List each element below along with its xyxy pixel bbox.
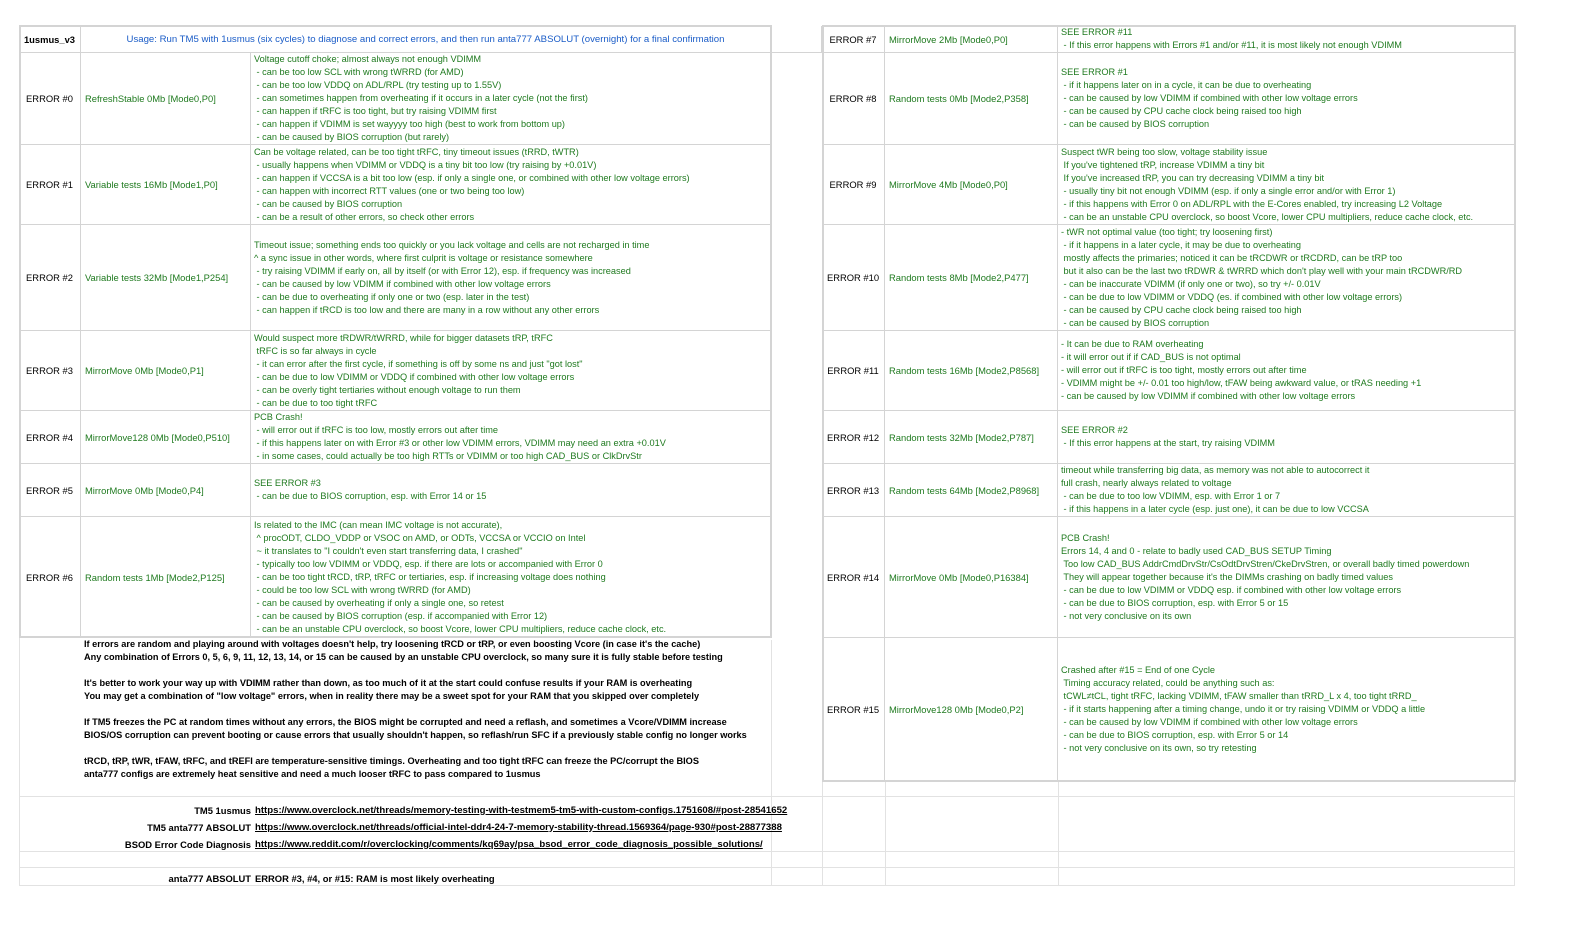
test-name: MirrorMove 0Mb [Mode0,P4] (81, 464, 251, 517)
note-line: Timing accuracy related, could be anything such as: (1061, 677, 1275, 688)
error-code-label: ERROR #8 (822, 53, 885, 145)
reference-link[interactable]: https://www.overclock.net/threads/official-intel-ddr4-24-7-memory-stability-thread.1569364/page-930#post-28877388 (255, 821, 782, 833)
note-line: Suspect tWR being too slow, voltage stability issue (1061, 146, 1268, 157)
note-line: - if it starts happening after a timing change, undo it or try raising VDIMM or VDDQ a little (1061, 703, 1426, 714)
note-line: - not very conclusive on its own, so try retesting (1061, 742, 1257, 753)
error-code-label: ERROR #7 (822, 26, 885, 53)
link-label: TM5 1usmus (194, 804, 251, 816)
note-line: tRFC is so far always in cycle (254, 345, 377, 356)
note-line: - can be caused by BIOS corruption (1061, 119, 1210, 129)
note-line: - can happen if VDIMM is set wayyyy too high (best to work from bottom up) (254, 119, 565, 129)
note-line: - can sometimes happen from overheating if it occurs in a later cycle (not the first) (254, 93, 588, 103)
error-notes (1058, 225, 1515, 331)
note-line: - can be caused by BIOS corruption (but rarely) (254, 132, 450, 142)
footer-label: anta777 ABSOLUT (168, 872, 251, 884)
note-line: - will error out if tRFC is too tight, mostly errors out after time (1061, 365, 1307, 375)
error-code-label: ERROR #11 (822, 331, 885, 411)
note-line: - can be due to BIOS corruption, esp. with Error 14 or 15 (254, 491, 487, 501)
reference-link[interactable]: https://www.reddit.com/r/overclocking/comments/kq69ay/psa_bsod_error_code_diagnosis_possible_solutions/ (255, 838, 763, 850)
test-name: MirrorMove128 0Mb [Mode0,P2] (885, 638, 1058, 781)
test-name: MirrorMove 0Mb [Mode0,P16384] (885, 517, 1058, 638)
error-code-label: ERROR #3 (19, 331, 81, 411)
link-label: BSOD Error Code Diagnosis (124, 838, 251, 850)
note-line: - can be a result of other errors, so check other errors (254, 211, 475, 222)
test-name: Random tests 32Mb [Mode2,P787] (885, 411, 1058, 464)
note-line: - in some cases, could actually be too high RTTs or VDIMM or too high CAD_BUS or ClkDrvStr (254, 451, 642, 461)
empty-cell (771, 26, 822, 53)
note-line: - can be due to too tight tRFC (254, 397, 378, 408)
note-line: - can be due to BIOS corruption, esp. with Error 5 or 14 (1061, 729, 1289, 740)
error-code-label: ERROR #4 (19, 411, 81, 464)
error-notes (251, 53, 772, 145)
test-name: MirrorMove128 0Mb [Mode0,P510] (81, 411, 251, 464)
note-line: full crash, nearly always related to voltage (1061, 478, 1232, 488)
note-line: timeout while transferring big data, as memory was not able to autocorrect it (1061, 465, 1370, 475)
general-note-line: anta777 configs are extremely heat sensitive and need a much looser tRFC to pass compared to 1usmus (84, 769, 541, 779)
note-line: - can be caused by low VDIMM if combined with other low voltage errors (1061, 391, 1356, 401)
link-label: TM5 anta777 ABSOLUT (147, 821, 251, 833)
note-line: ~ it translates to "I couldn't even start transferring data, I crashed" (254, 545, 523, 556)
note-line: - can be caused by BIOS corruption (esp. if accompanied with Error 12) (254, 610, 548, 621)
note-line: - if this happens with Error 0 on ADL/RPL with the E-Cores enabled, try increasing L2 Voltage (1061, 198, 1443, 209)
error-notes (1058, 145, 1515, 225)
note-line: Crashed after #15 = End of one Cycle (1061, 664, 1215, 675)
note-line: - can happen if VCCSA is a bit too low (esp. if only a single one, or combined with other low voltage errors) (254, 172, 690, 183)
usage-text: Usage: Run TM5 with 1usmus (six cycles) to diagnose and correct errors, and then run anta777 ABSOLUT (overnight) for a final confirmation (81, 26, 771, 53)
note-line: Timeout issue; something ends too quickly or you lack voltage and cells are not recharged in time (254, 239, 650, 250)
reference-link[interactable]: https://www.overclock.net/threads/memory-testing-with-testmem5-tm5-with-custom-configs.1751608/#post-28541652 (255, 804, 788, 816)
note-line: - can be due to too low VDIMM, esp. with Error 1 or 7 (1061, 491, 1281, 501)
note-line: - can be too low SCL with wrong tWRRD (for AMD) (254, 67, 464, 77)
note-line: - can be an unstable CPU overclock, so boost Vcore, lower CPU multipliers, reduce cache clock, etc. (1061, 211, 1474, 222)
note-line: - can be inaccurate VDIMM (if only one or two), so try +/- 0.01V (1061, 278, 1321, 289)
note-line: - if this happens later on with Error #3 or other low VDIMM errors, VDIMM may need an extra +0.01V (254, 438, 666, 448)
error-notes (1058, 53, 1515, 145)
note-line: - can be too low VDDQ on ADL/RPL (try testing up to 1.55V) (254, 80, 502, 90)
test-name: Random tests 8Mb [Mode2,P477] (885, 225, 1058, 331)
note-line: - can be overly tight tertiaries without enough voltage to run them (254, 384, 521, 395)
note-line: PCB Crash! (254, 412, 303, 422)
test-name: Random tests 64Mb [Mode2,P8968] (885, 464, 1058, 517)
error-code-label: ERROR #5 (19, 464, 81, 517)
error-notes (1058, 26, 1515, 53)
note-line: - It can be due to RAM overheating (1061, 339, 1204, 349)
note-line: - can be caused by overheating if only a single one, so retest (254, 597, 504, 608)
note-line: - can be caused by BIOS corruption (1061, 317, 1210, 328)
error-code-label: ERROR #10 (822, 225, 885, 331)
error-code-label: ERROR #9 (822, 145, 885, 225)
note-line: If you've tightened tRP, increase VDIMM a tiny bit (1061, 159, 1265, 170)
note-line: - can be caused by BIOS corruption (254, 198, 403, 209)
note-line: - VDIMM might be +/- 0.01 too high/low, tFAW being awkward value, or tRAS needing +1 (1061, 378, 1422, 388)
note-line: - it can error after the first cycle, if something is off by some ns and just "got lost" (254, 358, 583, 369)
note-line: - can happen if tRCD is too low and there are many in a row without any other errors (254, 304, 600, 315)
note-line: - if this happens in a later cycle (esp. just one), it can be due to low VCCSA (1061, 504, 1369, 514)
note-line: but it also can be the last two tRDWR & tWRRD which don't play well with your main tRCDWR/RD (1061, 265, 1463, 276)
note-line: Too low CAD_BUS AddrCmdDrvStr/CsOdtDrvStren/CkeDrvStren, or overall badly timed powerdown (1061, 558, 1470, 569)
error-notes (251, 517, 772, 638)
general-note-line: You may get a combination of "low voltage" errors, when in reality there may be a sweet spot for your RAM that you skipped over completely (84, 691, 700, 701)
note-line: tCWL≠tCL, tight tRFC, lacking VDIMM, tFAW smaller than tRRD_L x 4, too tight tRRD_ (1061, 690, 1417, 701)
note-line: - can be caused by CPU cache clock being raised too high (1061, 304, 1302, 315)
note-line: PCB Crash! (1061, 532, 1110, 543)
test-name: MirrorMove 4Mb [Mode0,P0] (885, 145, 1058, 225)
error-code-label: ERROR #1 (19, 145, 81, 225)
note-line: - If this error happens with Errors #1 and/or #11, it is most likely not enough VDIMM (1061, 40, 1402, 50)
test-name: RefreshStable 0Mb [Mode0,P0] (81, 53, 251, 145)
note-line: - can be due to BIOS corruption, esp. with Error 5 or 15 (1061, 597, 1289, 608)
note-line: - can be due to low VDIMM or VDDQ esp. if combined with other low voltage errors (1061, 584, 1402, 595)
error-code-label: ERROR #0 (19, 53, 81, 145)
error-notes (251, 225, 772, 331)
error-code-label: ERROR #15 (822, 638, 885, 781)
note-line: If you've increased tRP, you can try decreasing VDIMM a tiny bit (1061, 172, 1325, 183)
note-line: SEE ERROR #2 (1061, 425, 1128, 435)
note-line: Would suspect more tRDWR/tWRRD, while for bigger datasets tRP, tRFC (254, 332, 553, 343)
note-line: - can be due to overheating if only one or two (esp. later in the test) (254, 291, 530, 302)
footer-text: ERROR #3, #4, or #15: RAM is most likely overheating (255, 872, 495, 884)
note-line: ^ a sync issue in other words, where first culprit is voltage or resistance somewhere (254, 252, 593, 263)
note-line: mostly affects the primaries; noticed it can be tRCDWR or tRCDRD, can be tRP too (1061, 252, 1403, 263)
note-line: - can be caused by low VDIMM if combined with other low voltage errors (1061, 93, 1358, 103)
general-note-line (84, 742, 774, 755)
test-name: Variable tests 16Mb [Mode1,P0] (81, 145, 251, 225)
error-code-label: ERROR #6 (19, 517, 81, 638)
note-line: Voltage cutoff choke; almost always not enough VDIMM (254, 54, 482, 64)
error-notes (1058, 411, 1515, 464)
note-line: - If this error happens at the start, try raising VDIMM (1061, 438, 1275, 448)
error-notes (251, 411, 772, 464)
general-note-line: If errors are random and playing around with voltages doesn't help, try loosening tRCD or tRP, or even boosting Vcore (in case it's the cache) (84, 639, 701, 649)
note-line: - can happen if tRFC is too tight, but try raising VDIMM first (254, 106, 497, 116)
error-code-label: ERROR #13 (822, 464, 885, 517)
test-name: MirrorMove 2Mb [Mode0,P0] (885, 26, 1058, 53)
note-line: - it will error out if if CAD_BUS is not optimal (1061, 352, 1241, 362)
note-line: - can be an unstable CPU overclock, so boost Vcore, lower CPU multipliers, reduce cache clock, etc. (254, 623, 667, 634)
error-notes (1058, 517, 1515, 638)
note-line: ^ procODT, CLDO_VDDP or VSOC on AMD, or ODTs, VCCSA or VCCIO on Intel (254, 532, 586, 543)
note-line: - if it happens in a later cycle, it may be due to overheating (1061, 239, 1302, 250)
general-note-line (84, 703, 774, 716)
note-line: - can happen with incorrect RTT values (one or two being too low) (254, 185, 525, 196)
general-note-line: tRCD, tRP, tWR, tFAW, tRFC, and tREFI are temperature-sensitive timings. Overheating and too tight tRFC can freeze the PC/corrupt the BIOS (84, 756, 699, 766)
note-line: SEE ERROR #11 (1061, 27, 1133, 37)
error-notes (251, 464, 772, 517)
note-line: - can be due to low VDIMM or VDDQ if combined with other low voltage errors (254, 371, 575, 382)
note-line: They will appear together because it's the DIMMs crashing on badly timed values (1061, 571, 1393, 582)
note-line: - can be caused by low VDIMM if combined with other low voltage errors (1061, 716, 1358, 727)
note-line: - usually happens when VDIMM or VDDQ is a tiny bit too low (try raising by +0.01V) (254, 159, 597, 170)
general-note-line: Any combination of Errors 0, 5, 6, 9, 11, 12, 13, 14, or 15 can be caused by an unstable CPU overclock, so many sure it is fully stable before testing (84, 652, 723, 662)
note-line: - typically too low VDIMM or VDDQ, esp. if there are lots or accompanied with Error 0 (254, 558, 603, 569)
note-line: - will error out if tRFC is too low, mostly errors out after time (254, 425, 499, 435)
sheet-title: 1usmus_v3 (19, 26, 81, 53)
error-notes (251, 145, 772, 225)
note-line: - can be due to low VDIMM or VDDQ (es. if combined with other low voltage errors) (1061, 291, 1403, 302)
test-name: Variable tests 32Mb [Mode1,P254] (81, 225, 251, 331)
note-line: - tWR not optimal value (too tight; try loosening first) (1061, 226, 1273, 237)
test-name: MirrorMove 0Mb [Mode0,P1] (81, 331, 251, 411)
general-note-line (84, 664, 774, 677)
note-line: SEE ERROR #3 (254, 478, 321, 488)
note-line: - can be too tight tRCD, tRP, tRFC or tertiaries, esp. if increasing voltage does nothing (254, 571, 606, 582)
error-notes (1058, 464, 1515, 517)
note-line: - not very conclusive on its own (1061, 610, 1192, 621)
note-line: Is related to the IMC (can mean IMC voltage is not accurate), (254, 519, 503, 530)
note-line: Errors 14, 4 and 0 - relate to badly used CAD_BUS SETUP Timing (1061, 545, 1332, 556)
note-line: - usually tiny bit not enough VDIMM (esp. if only a single error and/or with Error 1) (1061, 185, 1396, 196)
general-note-line: It's better to work your way up with VDIMM rather than down, as too much of it at the start could confuse results if your RAM is overheating (84, 678, 693, 688)
note-line: - could be too low SCL with wrong tWRRD (for AMD) (254, 584, 471, 595)
general-note-line: BIOS/OS corruption can prevent booting or cause errors that usually shouldn't happen, so reflash/run SFC if a previously stable config no longer works (84, 730, 747, 740)
error-code-label: ERROR #2 (19, 225, 81, 331)
test-name: Random tests 1Mb [Mode2,P125] (81, 517, 251, 638)
test-name: Random tests 0Mb [Mode2,P358] (885, 53, 1058, 145)
error-notes (1058, 331, 1515, 411)
note-line: SEE ERROR #1 (1061, 67, 1128, 77)
error-code-label: ERROR #12 (822, 411, 885, 464)
note-line: - can be caused by low VDIMM if combined with other low voltage errors (254, 278, 551, 289)
note-line: - can be caused by CPU cache clock being raised too high (1061, 106, 1302, 116)
note-line: - if it happens later on in a cycle, it can be due to overheating (1061, 80, 1312, 90)
general-notes (84, 638, 774, 783)
note-line: - try raising VDIMM if early on, all by itself (or with Error 12), esp. if frequency was increased (254, 265, 631, 276)
note-line: Can be voltage related, can be too tight tRFC, tiny timeout issues (tRRD, tWTR) (254, 146, 579, 157)
error-notes (1058, 638, 1515, 781)
error-notes (251, 331, 772, 411)
error-code-label: ERROR #14 (822, 517, 885, 638)
test-name: Random tests 16Mb [Mode2,P8568] (885, 331, 1058, 411)
general-note-line: If TM5 freezes the PC at random times without any errors, the BIOS might be corrupted and need a reflash, and sometimes a Vcore/VDIMM increase (84, 717, 727, 727)
